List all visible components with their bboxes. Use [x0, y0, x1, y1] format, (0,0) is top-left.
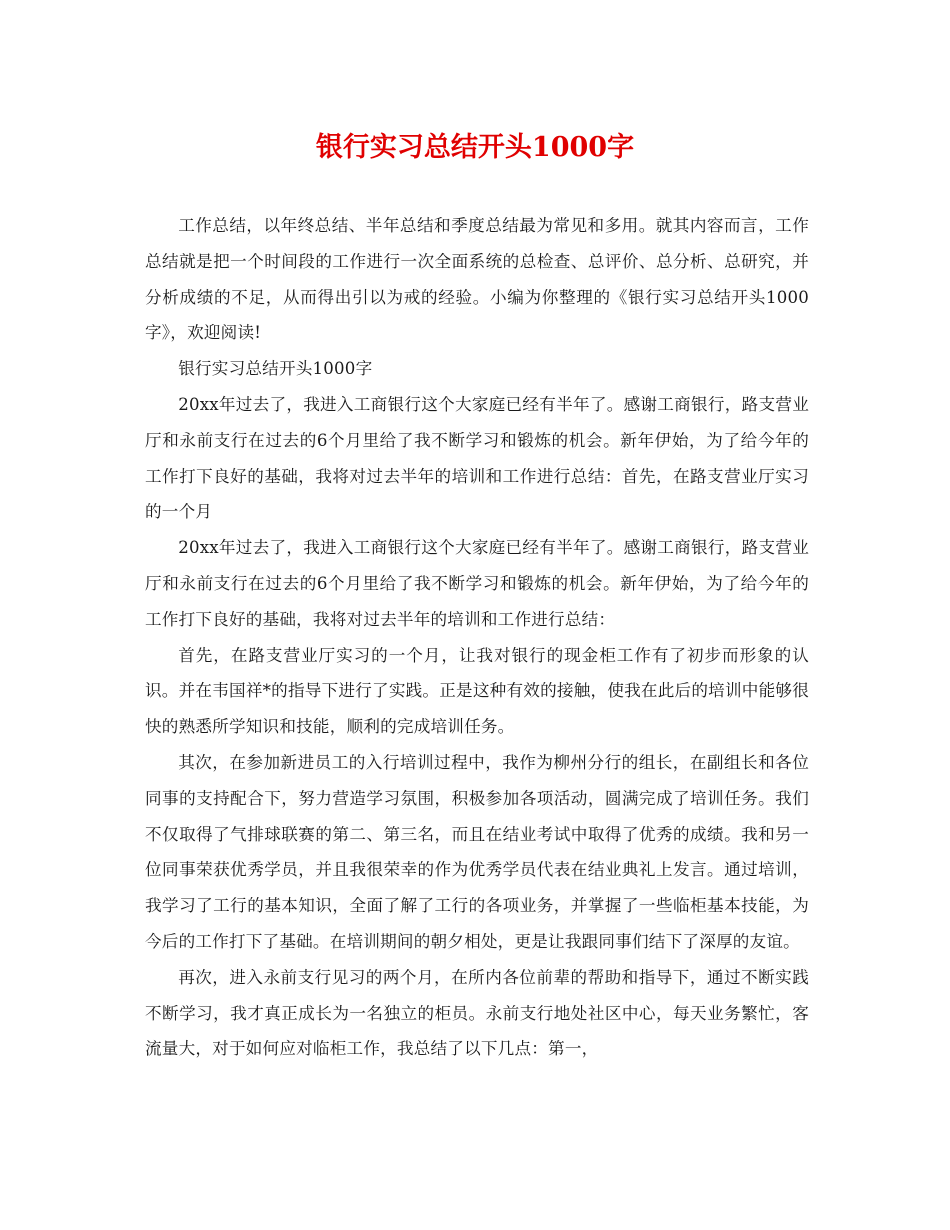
document-body: [145, 208, 809, 1067]
paragraph-intro: 工作总结，以年终总结、半年总结和季度总结最为常见和多用。就其内容而言，工作总结就是把一个时间段的工作进行一次全面系统的总检查、总评价、总分析、总研究，并分析成绩的不足，从而得出引以为戒的经验。小编为你整理的《银行实习总结开头1000字》，欢迎阅读!: [145, 216, 809, 343]
paragraph-opening-2: 20xx年过去了，我进入工商银行这个大家庭已经有半年了。感谢工商银行，路支营业厅和永前支行在过去的6个月里给了我不断学习和锻炼的机会。新年伊始，为了给今年的工作打下良好的基础，我将对过去半年的培训和工作进行总结：: [145, 538, 809, 629]
paragraph-third: 再次，进入永前支行见习的两个月，在所内各位前辈的帮助和指导下，通过不断实践不断学习，我才真正成长为一名独立的柜员。永前支行地处社区中心，每天业务繁忙，客流量大，对于如何应对临柜工作，我总结了以下几点：第一，: [145, 967, 809, 1059]
paragraph-opening-1: 20xx年过去了，我进入工商银行这个大家庭已经有半年了。感谢工商银行，路支营业厅和永前支行在过去的6个月里给了我不断学习和锻炼的机会。新年伊始，为了给今年的工作打下良好的基础，我将对过去半年的培训和工作进行总结：首先，在路支营业厅实习的一个月: [145, 394, 809, 522]
paragraph-first: 首先，在路支营业厅实习的一个月，让我对银行的现金柜工作有了初步而形象的认识。并在韦国祥*的指导下进行了实践。正是这种有效的接触，使我在此后的培训中能够很快的熟悉所学知识和技能，顺利的完成培训任务。: [145, 645, 809, 737]
paragraph-subtitle: 银行实习总结开头1000字: [178, 359, 373, 379]
document-title: 银行实习总结开头1000字: [315, 132, 635, 163]
paragraph-second: 其次，在参加新进员工的入行培训过程中，我作为柳州分行的组长，在副组长和各位同事的支持配合下，努力营造学习氛围，积极参加各项活动，圆满完成了培训任务。我们不仅取得了气排球联赛的第二、第三名，而且在结业考试中取得了优秀的成绩。我和另一位同事荣获优秀学员，并且我很荣幸的作为优秀学员代表在结业典礼上发言。通过培训，我学习了工行的基本知识，全面了解了工行的各项业务，并掌握了一些临柜基本技能，为今后的工作打下了基础。在培训期间的朝夕相处，更是让我跟同事们结下了深厚的友谊。: [145, 752, 809, 951]
